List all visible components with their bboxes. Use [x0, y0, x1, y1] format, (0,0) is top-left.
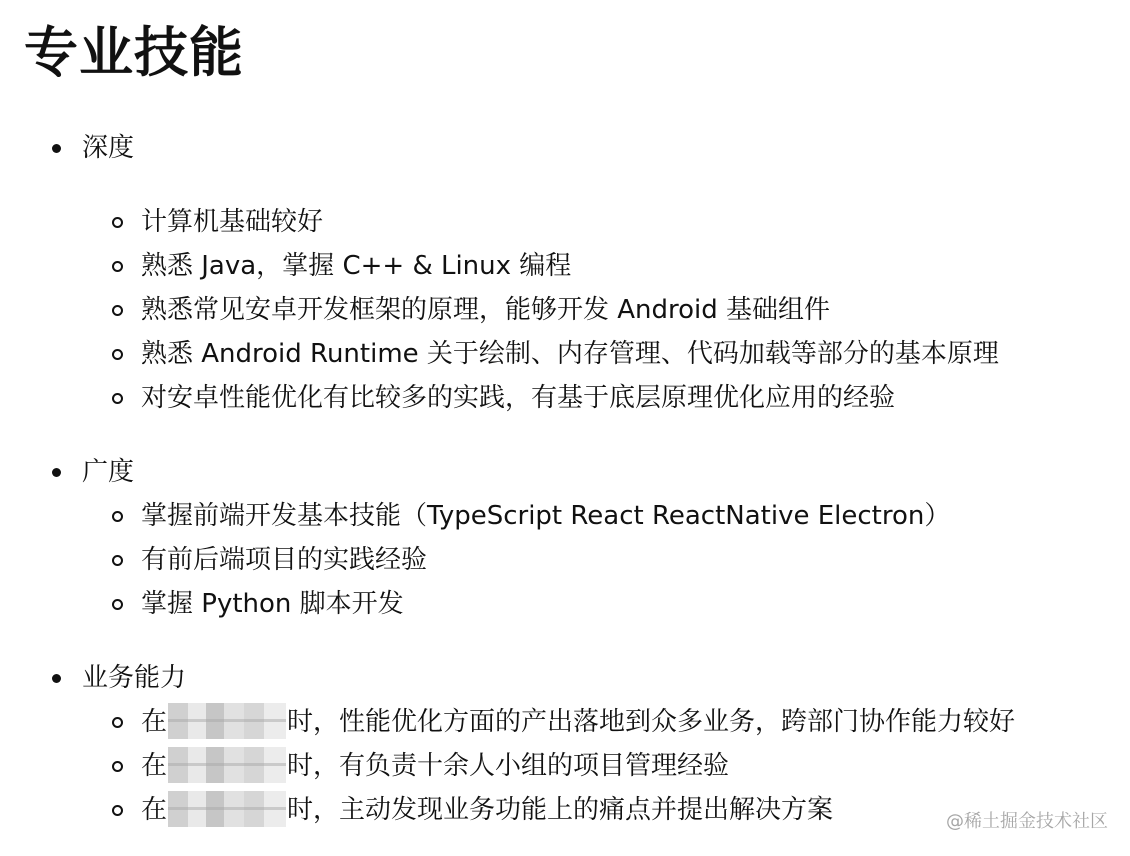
hollow-bullet-icon: [112, 555, 123, 566]
list-item-text: 熟悉常见安卓开发框架的原理，能够开发 Android 基础组件: [141, 295, 831, 325]
depth-skill-list: [52, 200, 999, 420]
hollow-bullet-icon: [112, 511, 123, 522]
hollow-bullet-icon: [112, 805, 123, 816]
item-suffix: 时，主动发现业务功能上的痛点并提出解决方案: [287, 795, 834, 825]
list-item: [52, 744, 1015, 788]
list-item: [52, 582, 950, 626]
bullet-icon: [52, 144, 61, 153]
list-item: [52, 332, 999, 376]
list-item: [52, 200, 999, 244]
list-item: [52, 788, 1015, 832]
page-title: 专业技能: [24, 21, 244, 84]
hollow-bullet-icon: [112, 217, 123, 228]
bullet-icon: [52, 468, 61, 477]
list-item-text: [141, 700, 1015, 744]
breadth-skill-list: [52, 494, 950, 626]
section-title: 深度: [82, 133, 135, 163]
hollow-bullet-icon: [112, 599, 123, 610]
item-prefix: 在: [141, 707, 168, 737]
section-header: [52, 656, 1015, 700]
list-item-text: [141, 744, 729, 788]
hollow-bullet-icon: [112, 261, 123, 272]
section-header: [52, 450, 950, 494]
section-title: 广度: [82, 457, 135, 487]
list-item-text: 有前后端项目的实践经验: [141, 545, 428, 575]
list-item-text: 熟悉 Java，掌握 C++ & Linux 编程: [141, 251, 572, 281]
section-business: [52, 656, 1015, 832]
list-item: [52, 288, 999, 332]
list-item: [52, 700, 1015, 744]
watermark-text: @稀土掘金技术社区: [946, 811, 1108, 832]
item-suffix: 时，有负责十余人小组的项目管理经验: [287, 751, 730, 781]
list-item-text: 掌握 Python 脚本开发: [141, 589, 404, 619]
business-skill-list: [52, 700, 1015, 832]
item-prefix: 在: [141, 795, 168, 825]
section-breadth: [52, 450, 950, 626]
list-item: [52, 376, 999, 420]
redacted-block: [168, 791, 286, 827]
list-item: [52, 538, 950, 582]
redacted-block: [168, 703, 286, 739]
list-item: [52, 244, 999, 288]
hollow-bullet-icon: [112, 761, 123, 772]
hollow-bullet-icon: [112, 717, 123, 728]
item-prefix: 在: [141, 751, 168, 781]
hollow-bullet-icon: [112, 349, 123, 360]
list-item: [52, 494, 950, 538]
list-item-text: 掌握前端开发基本技能（TypeScript React ReactNative Electron）: [141, 501, 951, 531]
hollow-bullet-icon: [112, 305, 123, 316]
list-item-text: [141, 788, 833, 832]
section-title: 业务能力: [82, 663, 187, 693]
list-item-text: 对安卓性能优化有比较多的实践，有基于底层原理优化应用的经验: [141, 383, 896, 413]
hollow-bullet-icon: [112, 393, 123, 404]
list-item-text: 熟悉 Android Runtime 关于绘制、内存管理、代码加载等部分的基本原理: [141, 339, 999, 369]
bullet-icon: [52, 674, 61, 683]
section-depth: [52, 126, 999, 420]
list-item-text: 计算机基础较好: [141, 207, 324, 237]
section-header: [52, 126, 999, 170]
item-suffix: 时，性能优化方面的产出落地到众多业务，跨部门协作能力较好: [287, 707, 1016, 737]
redacted-block: [168, 747, 286, 783]
